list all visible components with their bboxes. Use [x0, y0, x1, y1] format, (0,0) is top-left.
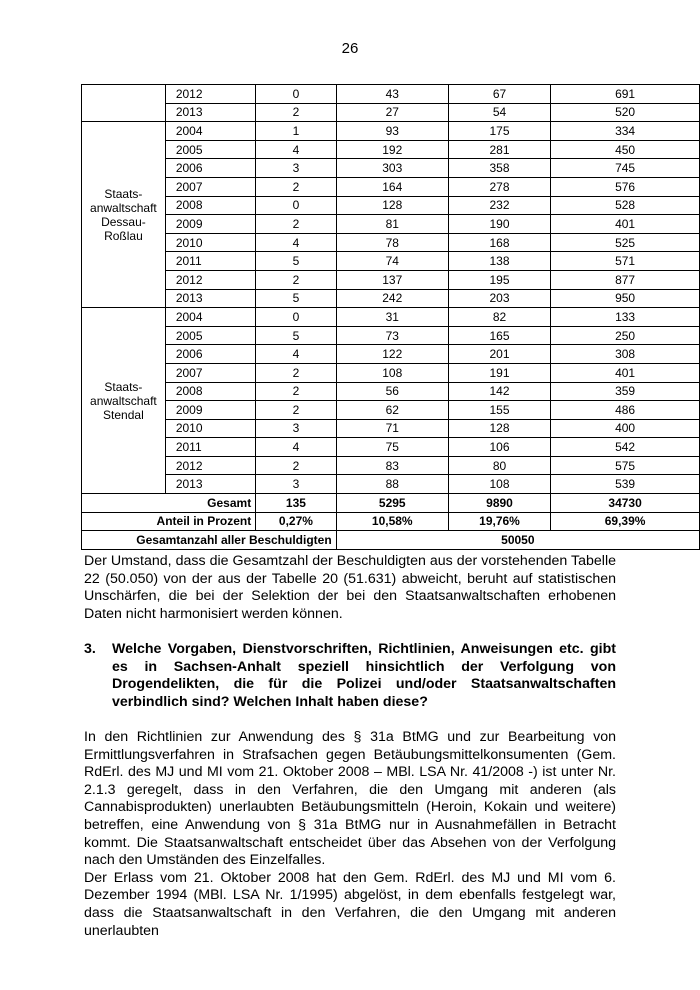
table-row: [82, 140, 700, 159]
answer-body: [84, 729, 616, 940]
value-cell: 4: [256, 438, 336, 457]
value-cell: 175: [448, 122, 550, 141]
table-row: [82, 177, 700, 196]
value-cell: 2: [256, 401, 336, 420]
value-cell: 303: [336, 159, 448, 178]
value-cell: 2: [256, 215, 336, 234]
prosecutor-office-label: Staats- anwaltschaft Stendal: [82, 308, 166, 494]
value-cell: 2: [256, 363, 336, 382]
value-cell: 142: [448, 382, 550, 401]
year-cell: 2006: [165, 159, 255, 178]
value-cell: 155: [448, 401, 550, 420]
year-cell: 2010: [165, 233, 255, 252]
value-cell: 542: [551, 438, 700, 457]
table-row: [82, 401, 700, 420]
value-cell: 195: [448, 270, 550, 289]
year-cell: 2012: [165, 85, 255, 104]
table-row: [82, 252, 700, 271]
value-cell: 62: [336, 401, 448, 420]
grand-total-value: 50050: [336, 531, 699, 550]
value-cell: 250: [551, 326, 700, 345]
question-text: Welche Vorgaben, Dienstvorschriften, Richtlinien, Anweisungen etc. gibt es in Sachsen-Anhalt speziell hinsichtlich der Verfolgung von Drogendelikten, die für die Polizei und/oder Staatsanwaltschaften verbindlich sind? Welchen Inhalt haben diese?: [112, 641, 616, 710]
table-row: [82, 122, 700, 141]
paragraph-text: Der Umstand, dass die Gesamtzahl der Beschuldigten aus der vorstehenden Tabelle 22 (50.050) von der aus der Tabelle 20 (51.631) abweicht, beruht auf statistischen Unschärfen, die bei der Selektion der bei den Staatsanwaltschaften erhobenen Daten nicht harmonisiert werden können.: [84, 553, 616, 622]
table-row: [82, 270, 700, 289]
year-cell: 2007: [165, 363, 255, 382]
page-number: 26: [341, 40, 359, 57]
table-row: [82, 419, 700, 438]
value-cell: 128: [336, 196, 448, 215]
value-cell: 106: [448, 438, 550, 457]
value-cell: 74: [336, 252, 448, 271]
value-cell: 278: [448, 177, 550, 196]
value-cell: 576: [551, 177, 700, 196]
value-cell: 108: [336, 363, 448, 382]
value-cell: 43: [336, 85, 448, 104]
year-cell: 2013: [165, 475, 255, 494]
share-value: 19,76%: [448, 512, 550, 531]
year-cell: 2013: [165, 103, 255, 122]
value-cell: 54: [448, 103, 550, 122]
value-cell: 401: [551, 363, 700, 382]
value-cell: 73: [336, 326, 448, 345]
value-cell: 486: [551, 401, 700, 420]
table-row: [82, 363, 700, 382]
value-cell: 56: [336, 382, 448, 401]
value-cell: 71: [336, 419, 448, 438]
value-cell: 525: [551, 233, 700, 252]
group-label-previous: [82, 85, 166, 122]
value-cell: 358: [448, 159, 550, 178]
year-cell: 2008: [165, 196, 255, 215]
value-cell: 83: [336, 456, 448, 475]
value-cell: 232: [448, 196, 550, 215]
value-cell: 93: [336, 122, 448, 141]
value-cell: 571: [551, 252, 700, 271]
value-cell: 4: [256, 140, 336, 159]
value-cell: 164: [336, 177, 448, 196]
table-row: [82, 103, 700, 122]
value-cell: 2: [256, 382, 336, 401]
year-cell: 2008: [165, 382, 255, 401]
share-value: 0,27%: [256, 512, 336, 531]
value-cell: 401: [551, 215, 700, 234]
table-row: [82, 382, 700, 401]
table-row: [82, 289, 700, 308]
total-value: 5295: [336, 494, 448, 513]
value-cell: 82: [448, 308, 550, 327]
share-value: 69,39%: [551, 512, 700, 531]
value-cell: 88: [336, 475, 448, 494]
grand-total-row: [82, 531, 700, 550]
value-cell: 450: [551, 140, 700, 159]
year-cell: 2010: [165, 419, 255, 438]
value-cell: 0: [256, 196, 336, 215]
value-cell: 75: [336, 438, 448, 457]
value-cell: 3: [256, 159, 336, 178]
prosecutor-office-label: Staats- anwaltschaft Dessau- Roßlau: [82, 122, 166, 308]
table-row: [82, 215, 700, 234]
value-cell: 281: [448, 140, 550, 159]
value-cell: 190: [448, 215, 550, 234]
question-3: [84, 641, 616, 711]
value-cell: 191: [448, 363, 550, 382]
paragraph-table-note: [84, 553, 616, 623]
total-row: [82, 494, 700, 513]
value-cell: 137: [336, 270, 448, 289]
value-cell: 67: [448, 85, 550, 104]
value-cell: 2: [256, 270, 336, 289]
value-cell: 165: [448, 326, 550, 345]
value-cell: 359: [551, 382, 700, 401]
question-number: 3.: [84, 641, 96, 657]
value-cell: 334: [551, 122, 700, 141]
table-row: [82, 159, 700, 178]
value-cell: 308: [551, 345, 700, 364]
value-cell: 27: [336, 103, 448, 122]
year-cell: 2013: [165, 289, 255, 308]
table-row: [82, 196, 700, 215]
value-cell: 520: [551, 103, 700, 122]
year-cell: 2007: [165, 177, 255, 196]
share-row: [82, 512, 700, 531]
value-cell: 4: [256, 345, 336, 364]
value-cell: 80: [448, 456, 550, 475]
paragraph-decree: Der Erlass vom 21. Oktober 2008 hat den Gem. RdErl. des MJ und MI vom 6. Dezember 1994 (MBl. LSA Nr. 1/1995) abgelöst, in dem ebenfalls festgelegt war, dass die Staatsanwaltschaft in den Verfahren, die den Umgang mit anderen unerlaubten: [84, 869, 616, 939]
table-row: [82, 308, 700, 327]
value-cell: 691: [551, 85, 700, 104]
year-cell: 2004: [165, 308, 255, 327]
value-cell: 81: [336, 215, 448, 234]
table-row: [82, 326, 700, 345]
share-value: 10,58%: [336, 512, 448, 531]
value-cell: 2: [256, 456, 336, 475]
year-cell: 2011: [165, 252, 255, 271]
year-cell: 2012: [165, 270, 255, 289]
value-cell: 575: [551, 456, 700, 475]
table-row: [82, 345, 700, 364]
table-row: [82, 475, 700, 494]
value-cell: 242: [336, 289, 448, 308]
value-cell: 128: [448, 419, 550, 438]
year-cell: 2005: [165, 140, 255, 159]
value-cell: 2: [256, 103, 336, 122]
value-cell: 138: [448, 252, 550, 271]
value-cell: 745: [551, 159, 700, 178]
year-cell: 2005: [165, 326, 255, 345]
value-cell: 0: [256, 308, 336, 327]
table-row: [82, 233, 700, 252]
value-cell: 0: [256, 85, 336, 104]
table-row: [82, 456, 700, 475]
table-row: [82, 438, 700, 457]
year-cell: 2009: [165, 401, 255, 420]
value-cell: 1: [256, 122, 336, 141]
value-cell: 122: [336, 345, 448, 364]
grand-total-label: Gesamtanzahl aller Beschuldigten: [82, 531, 337, 550]
value-cell: 3: [256, 419, 336, 438]
total-value: 9890: [448, 494, 550, 513]
value-cell: 5: [256, 326, 336, 345]
value-cell: 5: [256, 252, 336, 271]
year-cell: 2009: [165, 215, 255, 234]
year-cell: 2004: [165, 122, 255, 141]
value-cell: 78: [336, 233, 448, 252]
total-label: Gesamt: [82, 494, 256, 513]
total-value: 34730: [551, 494, 700, 513]
value-cell: 4: [256, 233, 336, 252]
year-cell: 2006: [165, 345, 255, 364]
value-cell: 5: [256, 289, 336, 308]
paragraph-guidelines: In den Richtlinien zur Anwendung des § 31a BtMG und zur Bearbeitung von Ermittlungsverfahren in Strafsachen gegen Betäubungsmittelkonsumenten (Gem. RdErl. des MJ und MI vom 21. Oktober 2008 – MBl. LSA Nr. 41/2008 -) ist unter Nr. 2.1.3 geregelt, dass in den Verfahren, die den Umgang mit anderen (als Cannabisprodukten) unerlaubten Betäubungsmitteln (Heroin, Kokain und weitere) betreffen, eine Anwendung von § 31a BtMG nur in Ausnahmefällen in Betracht kommt. Die Staatsanwaltschaft entscheidet über das Absehen von der Verfolgung nach den Umständen des Einzelfalles.: [84, 729, 616, 869]
total-value: 135: [256, 494, 336, 513]
value-cell: 2: [256, 177, 336, 196]
share-label: Anteil in Prozent: [82, 512, 256, 531]
value-cell: 950: [551, 289, 700, 308]
value-cell: 3: [256, 475, 336, 494]
year-cell: 2011: [165, 438, 255, 457]
value-cell: 168: [448, 233, 550, 252]
value-cell: 108: [448, 475, 550, 494]
year-cell: 2012: [165, 456, 255, 475]
value-cell: 400: [551, 419, 700, 438]
value-cell: 528: [551, 196, 700, 215]
value-cell: 201: [448, 345, 550, 364]
table-row: [82, 85, 700, 104]
statistics-table: [81, 84, 700, 550]
value-cell: 539: [551, 475, 700, 494]
value-cell: 203: [448, 289, 550, 308]
value-cell: 31: [336, 308, 448, 327]
value-cell: 133: [551, 308, 700, 327]
value-cell: 877: [551, 270, 700, 289]
value-cell: 192: [336, 140, 448, 159]
